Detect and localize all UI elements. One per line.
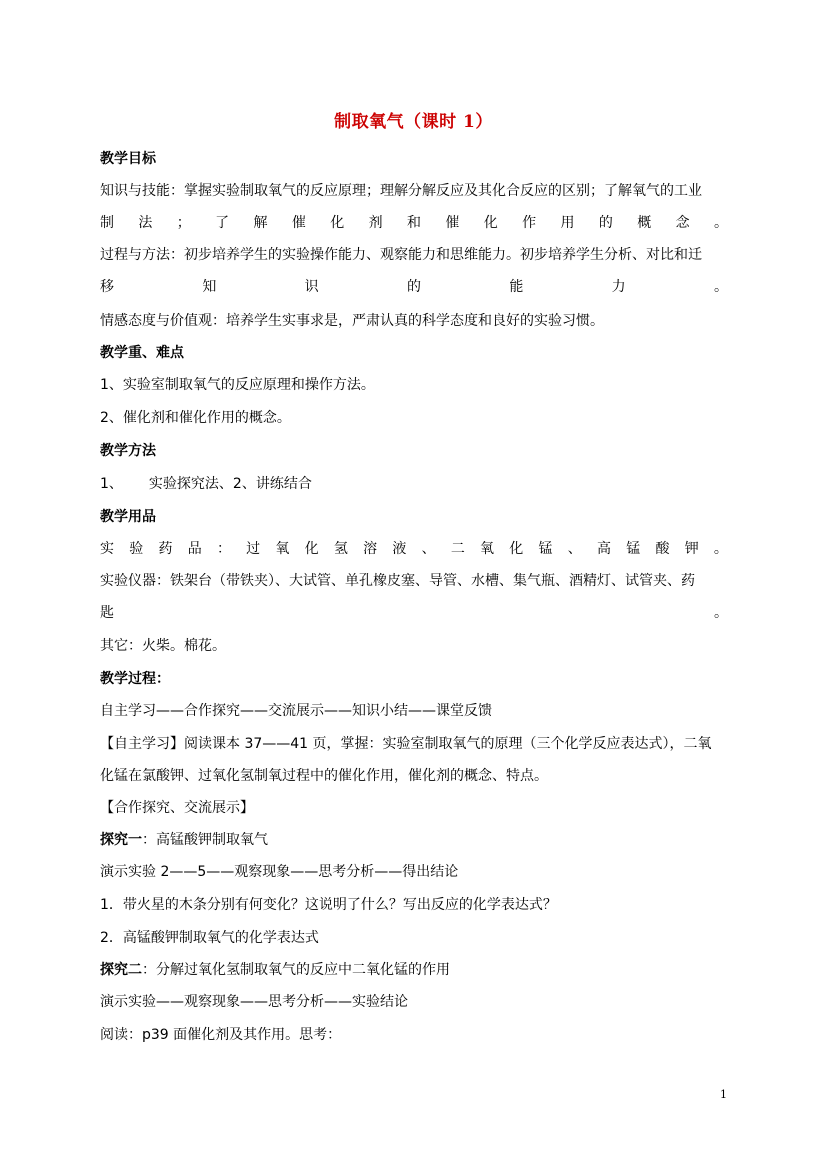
self-study-line2: 化锰在氯酸钾、过氧化氢制氧过程中的催化作用，催化剂的概念、特点。 [100,768,548,784]
process-heading: 教学过程： [100,671,170,687]
methods-item-text: 实验探究法、2、讲练结合 [148,476,312,492]
char: 钾 [684,541,699,557]
char: 化 [509,541,524,557]
char: 酸 [655,541,670,557]
char: 验 [129,541,144,557]
char: 。 [713,541,728,557]
char: 识 [304,279,319,295]
char: 品 [187,541,202,557]
methods-item [100,474,728,494]
char: 知 [202,279,217,295]
other-supplies-line: 其它：火柴。棉花。 [100,638,226,654]
reading-line: 阅读：p39 面催化剂及其作用。思考： [100,1027,342,1043]
knowledge-skills-line2 [100,213,728,233]
cooperation-heading: 【合作探究、交流展示】 [100,800,254,816]
char: ： [216,541,231,557]
char: 力 [611,279,626,295]
key-point-item-2: 2、催化剂和催化作用的概念。 [100,410,291,426]
self-study-line1: 【自主学习】阅读课本 37——41 页，掌握：实验室制取氧气的原理（三个化学反应表达式），二氧 [100,736,712,752]
char: 移 [100,279,114,295]
char: 药 [158,541,173,557]
explore-one-label: 探究一 [100,832,142,848]
process-methods-line1: 过程与方法：初步培养学生的实验操作能力、观察能力和思维能力。初步培养学生分析、对比和迁 [100,247,702,263]
methods-heading: 教学方法 [100,443,156,459]
char: 的 [406,279,421,295]
page-number: 1 [720,1088,727,1101]
page-title: 制取氧气（课时 1） [334,112,493,132]
char: 作 [522,215,537,231]
char: 法 [138,215,153,231]
char: 剂 [368,215,383,231]
reagents-line [100,539,728,559]
question-one-line: 1．带火星的木条分别有何变化？这说明了什么？写出反应的化学表达式？ [100,897,557,913]
objectives-heading: 教学目标 [100,151,156,167]
char: 过 [246,541,261,557]
char: 匙 [100,605,114,621]
char: 念 [675,215,690,231]
char: 氧 [480,541,495,557]
char: 用 [560,215,575,231]
char: 能 [509,279,524,295]
supplies-heading: 教学用品 [100,509,156,525]
char: 溶 [363,541,378,557]
explore-two-line [100,960,728,980]
char: 液 [392,541,407,557]
knowledge-skills-line1: 知识与技能：掌握实验制取氧气的反应原理；理解分解反应及其化合反应的区别；了解氧气的工业 [100,183,702,199]
char: 化 [330,215,345,231]
explore-two-text: ：分解过氧化氢制取氧气的反应中二氧化锰的作用 [142,962,450,978]
char: ； [176,215,191,231]
char: 二 [450,541,465,557]
char: 和 [407,215,421,231]
instruments-line2 [100,603,728,623]
question-two-line: 2．高锰酸钾制取氧气的化学表达式 [100,930,319,946]
char: 氧 [275,541,290,557]
char: 。 [714,605,728,621]
char: 化 [483,215,498,231]
key-point-item-1: 1、实验室制取氧气的反应原理和操作方法。 [100,377,375,393]
explore-one-line [100,830,728,850]
char: 催 [445,215,460,231]
methods-item-number: 1、 [100,476,123,492]
char: 锰 [538,541,553,557]
char: 高 [596,541,611,557]
instruments-line1: 实验仪器：铁架台（带铁夹）、大试管、单孔橡皮塞、导管、水槽、集气瓶、酒精灯、试管夹、药 [100,573,695,589]
char: 了 [215,215,230,231]
char: 解 [253,215,268,231]
explore-two-label: 探究二 [100,962,142,978]
char: 的 [598,215,613,231]
char: 。 [714,215,728,231]
process-flow-line: 自主学习——合作探究——交流展示——知识小结——课堂反馈 [100,703,492,719]
char: 、 [567,541,582,557]
process-methods-line2 [100,277,728,297]
attitude-values-line: 情感态度与价值观：培养学生实事求是，严肃认真的科学态度和良好的实验习惯。 [100,313,604,329]
char: 氢 [333,541,348,557]
char: 。 [713,279,728,295]
char: 制 [100,215,114,231]
char: 化 [304,541,319,557]
char: 、 [421,541,436,557]
char: 实 [100,541,114,557]
demo-one-line: 演示实验 2——5——观察现象——思考分析——得出结论 [100,864,459,880]
char: 锰 [626,541,641,557]
char: 概 [637,215,652,231]
char: 催 [291,215,306,231]
key-points-heading: 教学重、难点 [100,345,184,361]
demo-two-line: 演示实验——观察现象——思考分析——实验结论 [100,994,408,1010]
explore-one-text: ：高锰酸钾制取氧气 [142,832,268,848]
